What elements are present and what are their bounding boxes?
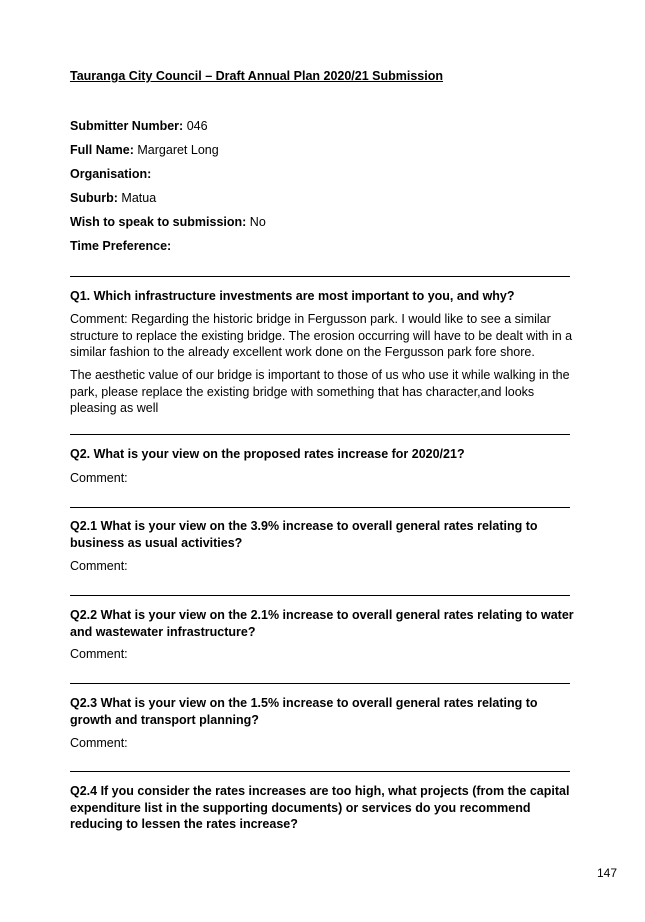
document-title: Tauranga City Council – Draft Annual Plan 2020/21 Submission xyxy=(70,69,444,83)
comment-q1-paragraph-2: The aesthetic value of our bridge is important to those of us who use it while walking in the park, please replace the existing bridge with something that has character,and looks pleasing as well xyxy=(70,368,570,415)
divider xyxy=(70,595,570,596)
comment-q2-1: Comment: xyxy=(70,559,128,573)
question-q1: Q1. Which infrastructure investments are most important to you, and why? xyxy=(70,289,515,303)
comment-q2-3: Comment: xyxy=(70,736,128,750)
field-label: Suburb: xyxy=(70,191,118,205)
question-q2-1: Q2.1 What is your view on the 3.9% increase to overall general rates relating to business as usual activities? xyxy=(70,519,538,550)
question-q2-4: Q2.4 If you consider the rates increases are too high, what projects (from the capital expenditure list in the supporting documents) or services do you recommend reducing to lessen the rates increase? xyxy=(70,784,570,831)
field-value: Margaret Long xyxy=(137,143,219,157)
field-label: Wish to speak to submission: xyxy=(70,215,247,229)
comment-q2: Comment: xyxy=(70,471,128,485)
question-q2: Q2. What is your view on the proposed rates increase for 2020/21? xyxy=(70,447,465,461)
field-organisation xyxy=(70,167,151,181)
question-q2-2: Q2.2 What is your view on the 2.1% increase to overall general rates relating to water and wastewater infrastructure? xyxy=(70,608,574,639)
field-value: No xyxy=(249,215,266,229)
field-time-preference xyxy=(70,239,171,253)
field-value: 046 xyxy=(186,119,208,133)
field-label: Full Name: xyxy=(70,143,134,157)
divider xyxy=(70,683,570,684)
field-submitter-number xyxy=(70,119,208,133)
field-label: Time Preference: xyxy=(70,239,172,253)
page-number: 147 xyxy=(597,866,618,880)
question-q2-3: Q2.3 What is your view on the 1.5% increase to overall general rates relating to growth and transport planning? xyxy=(70,696,538,727)
field-wish-to-speak xyxy=(70,215,266,229)
divider xyxy=(70,276,570,277)
divider xyxy=(70,507,570,508)
divider xyxy=(70,771,570,772)
comment-q2-2: Comment: xyxy=(70,647,128,661)
field-suburb xyxy=(70,191,156,205)
field-label: Organisation: xyxy=(70,167,152,181)
field-label: Submitter Number: xyxy=(70,119,184,133)
field-full-name xyxy=(70,143,219,157)
comment-q1: Comment: Regarding the historic bridge in Fergusson park. I would like to see a similar structure to replace the existing bridge. The erosion occurring will have to be dealt with in a similar fashion to the already excellent work done on the Fergusson park fore shore. xyxy=(70,312,573,359)
field-value: Matua xyxy=(121,191,157,205)
divider xyxy=(70,434,570,435)
